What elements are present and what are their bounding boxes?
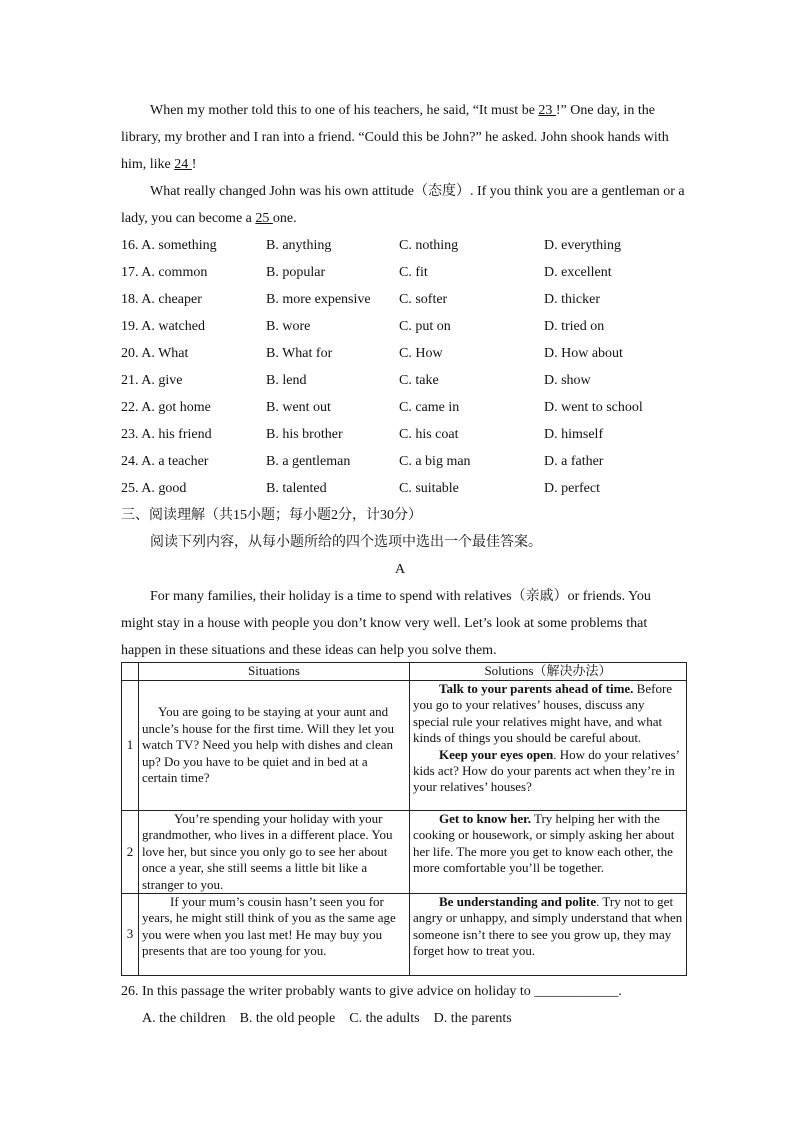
option-a: 20. A. What — [121, 346, 189, 361]
option-b: B. talented — [266, 481, 327, 496]
row-number: 3 — [122, 894, 139, 976]
situation-text: If your mum’s cousin hasn’t seen you for years, he might still think of you as the same age you were when you last met! He may buy you presents that are too young for you. — [142, 894, 396, 959]
solution-title: Talk to your parents ahead of time. — [439, 681, 634, 696]
option-row-22 — [121, 394, 721, 421]
option-row-21 — [121, 367, 721, 394]
option-row-25 — [121, 475, 721, 502]
solution-text: . How do your relatives’ kids act? How do your parents act when they’re in your relatives’ houses? — [413, 746, 679, 795]
situations-solutions-table — [121, 662, 687, 976]
option-b: B. a gentleman — [266, 454, 351, 469]
header-situations: Situations — [139, 663, 410, 681]
option-a: 23. A. his friend — [121, 427, 212, 442]
option-c: C. softer — [399, 292, 448, 307]
option-d: D. How about — [544, 346, 623, 361]
blank-24: 24 — [174, 157, 192, 172]
solution-title: Keep your eyes open — [439, 746, 554, 762]
option-d: D. thicker — [544, 292, 600, 307]
option-c: C. suitable — [399, 481, 459, 496]
option-row-24 — [121, 448, 721, 475]
blank-25: 25 — [255, 211, 273, 226]
blank-23: 23 — [538, 103, 556, 118]
option-c: C. nothing — [399, 238, 459, 253]
text-run: one. — [272, 211, 297, 226]
question-26-stem: 26. In this passage the writer probably wants to give advice on holiday to ____________. — [121, 984, 622, 999]
option-b: B. more expensive — [266, 292, 371, 307]
situation-text: You are going to be staying at your aunt and uncle’s house for the first time. Will they let you watch TV? Need you help with dishes and clean up? Do you have to be quiet and in bed at a certain time? — [142, 704, 394, 786]
situation-cell — [139, 894, 410, 976]
option-a: 22. A. got home — [121, 400, 211, 415]
solution-text: Before you go to your relatives’ houses, discuss any special rule your relatives might have, and what kinds of things you should be careful about. — [413, 681, 673, 746]
option-b: B. wore — [266, 319, 311, 334]
text-run: When my mother told this to one of his teachers, he said, “It must be — [150, 103, 539, 118]
text-run: ! — [191, 157, 197, 172]
option-d: D. everything — [544, 238, 621, 253]
option-c: C. his coat — [399, 427, 459, 442]
text-run: !” One day, in the library, my brother and I ran into a friend. “Could this be John?” he asked. John shook hands with him, like — [121, 103, 669, 172]
option-a: 24. A. a teacher — [121, 454, 209, 469]
solution-cell — [410, 894, 687, 976]
table-row — [122, 811, 687, 894]
option-row-19 — [121, 313, 721, 340]
section-heading: 三、阅读理解（共15小题；每小题2分，计30分） — [121, 508, 422, 523]
option-c: C. put on — [399, 319, 451, 334]
option-d: D. show — [544, 373, 591, 388]
text-run: What really changed John was his own attitude（态度）. If you think you are a gentleman or a lady, you can become a — [121, 184, 685, 226]
intro-text: For many families, their holiday is a time to spend with relatives（亲戚）or friends. You might stay in a house with people you don’t know very well. Let’s look at some problems that happen in these situations and these ideas can help you solve them. — [121, 589, 651, 658]
header-blank — [122, 663, 139, 681]
table-row — [122, 894, 687, 976]
solution-title: Be understanding and polite — [439, 894, 597, 910]
option-row-17 — [121, 259, 721, 286]
option-row-18 — [121, 286, 721, 313]
question-26-options: A. the children B. the old people C. the adults D. the parents — [142, 1011, 512, 1026]
cloze-passage-tail — [121, 97, 686, 232]
section-instruction: 阅读下列内容，从每小题所给的四个选项中选出一个最佳答案。 — [150, 535, 542, 550]
option-d: D. perfect — [544, 481, 600, 496]
situation-cell — [139, 811, 410, 894]
row-number: 2 — [122, 811, 139, 894]
option-a: 21. A. give — [121, 373, 183, 388]
cloze-paragraph-2 — [121, 178, 686, 232]
row-number: 1 — [122, 681, 139, 811]
option-a: 16. A. something — [121, 238, 217, 253]
option-c: C. a big man — [399, 454, 471, 469]
situation-text: You’re spending your holiday with your grandmother, who lives in a different place. You love her, but since you only go to see her about once a year, she still seems a little bit like a stranger to you. — [142, 811, 393, 892]
option-d: D. went to school — [544, 400, 643, 415]
solution-cell — [410, 681, 687, 811]
option-d: D. excellent — [544, 265, 612, 280]
option-row-16 — [121, 232, 721, 259]
passage-intro — [121, 583, 686, 664]
option-a: 18. A. cheaper — [121, 292, 202, 307]
option-c: C. came in — [399, 400, 460, 415]
option-b: B. popular — [266, 265, 326, 280]
option-c: C. take — [399, 373, 439, 388]
option-d: D. a father — [544, 454, 604, 469]
option-a: 17. A. common — [121, 265, 208, 280]
option-b: B. went out — [266, 400, 331, 415]
option-d: D. tried on — [544, 319, 605, 334]
option-d: D. himself — [544, 427, 604, 442]
header-solutions: Solutions（解决办法） — [410, 663, 687, 681]
option-b: B. his brother — [266, 427, 343, 442]
option-c: C. How — [399, 346, 443, 361]
solution-text: . Try not to get angry or unhappy, and simply understand that when someone isn’t there to see you grow up, they may forget how to treat you. — [413, 894, 683, 959]
option-a: 25. A. good — [121, 481, 187, 496]
option-b: B. anything — [266, 238, 332, 253]
cloze-options — [121, 232, 721, 502]
solution-text: Try helping her with the cooking or housework, or simply asking her about her life. The more you get to know each other, the more comfortable you’ll be together. — [413, 811, 675, 876]
option-b: B. lend — [266, 373, 307, 388]
situation-cell — [139, 681, 410, 811]
solution-title: Get to know her. — [439, 811, 531, 826]
table-header-row — [122, 663, 687, 681]
cloze-paragraph-1 — [121, 97, 686, 178]
passage-letter: A — [394, 562, 406, 577]
option-row-20 — [121, 340, 721, 367]
solution-cell — [410, 811, 687, 894]
option-a: 19. A. watched — [121, 319, 205, 334]
table-row — [122, 681, 687, 811]
option-row-23 — [121, 421, 721, 448]
option-b: B. What for — [266, 346, 333, 361]
option-c: C. fit — [399, 265, 428, 280]
